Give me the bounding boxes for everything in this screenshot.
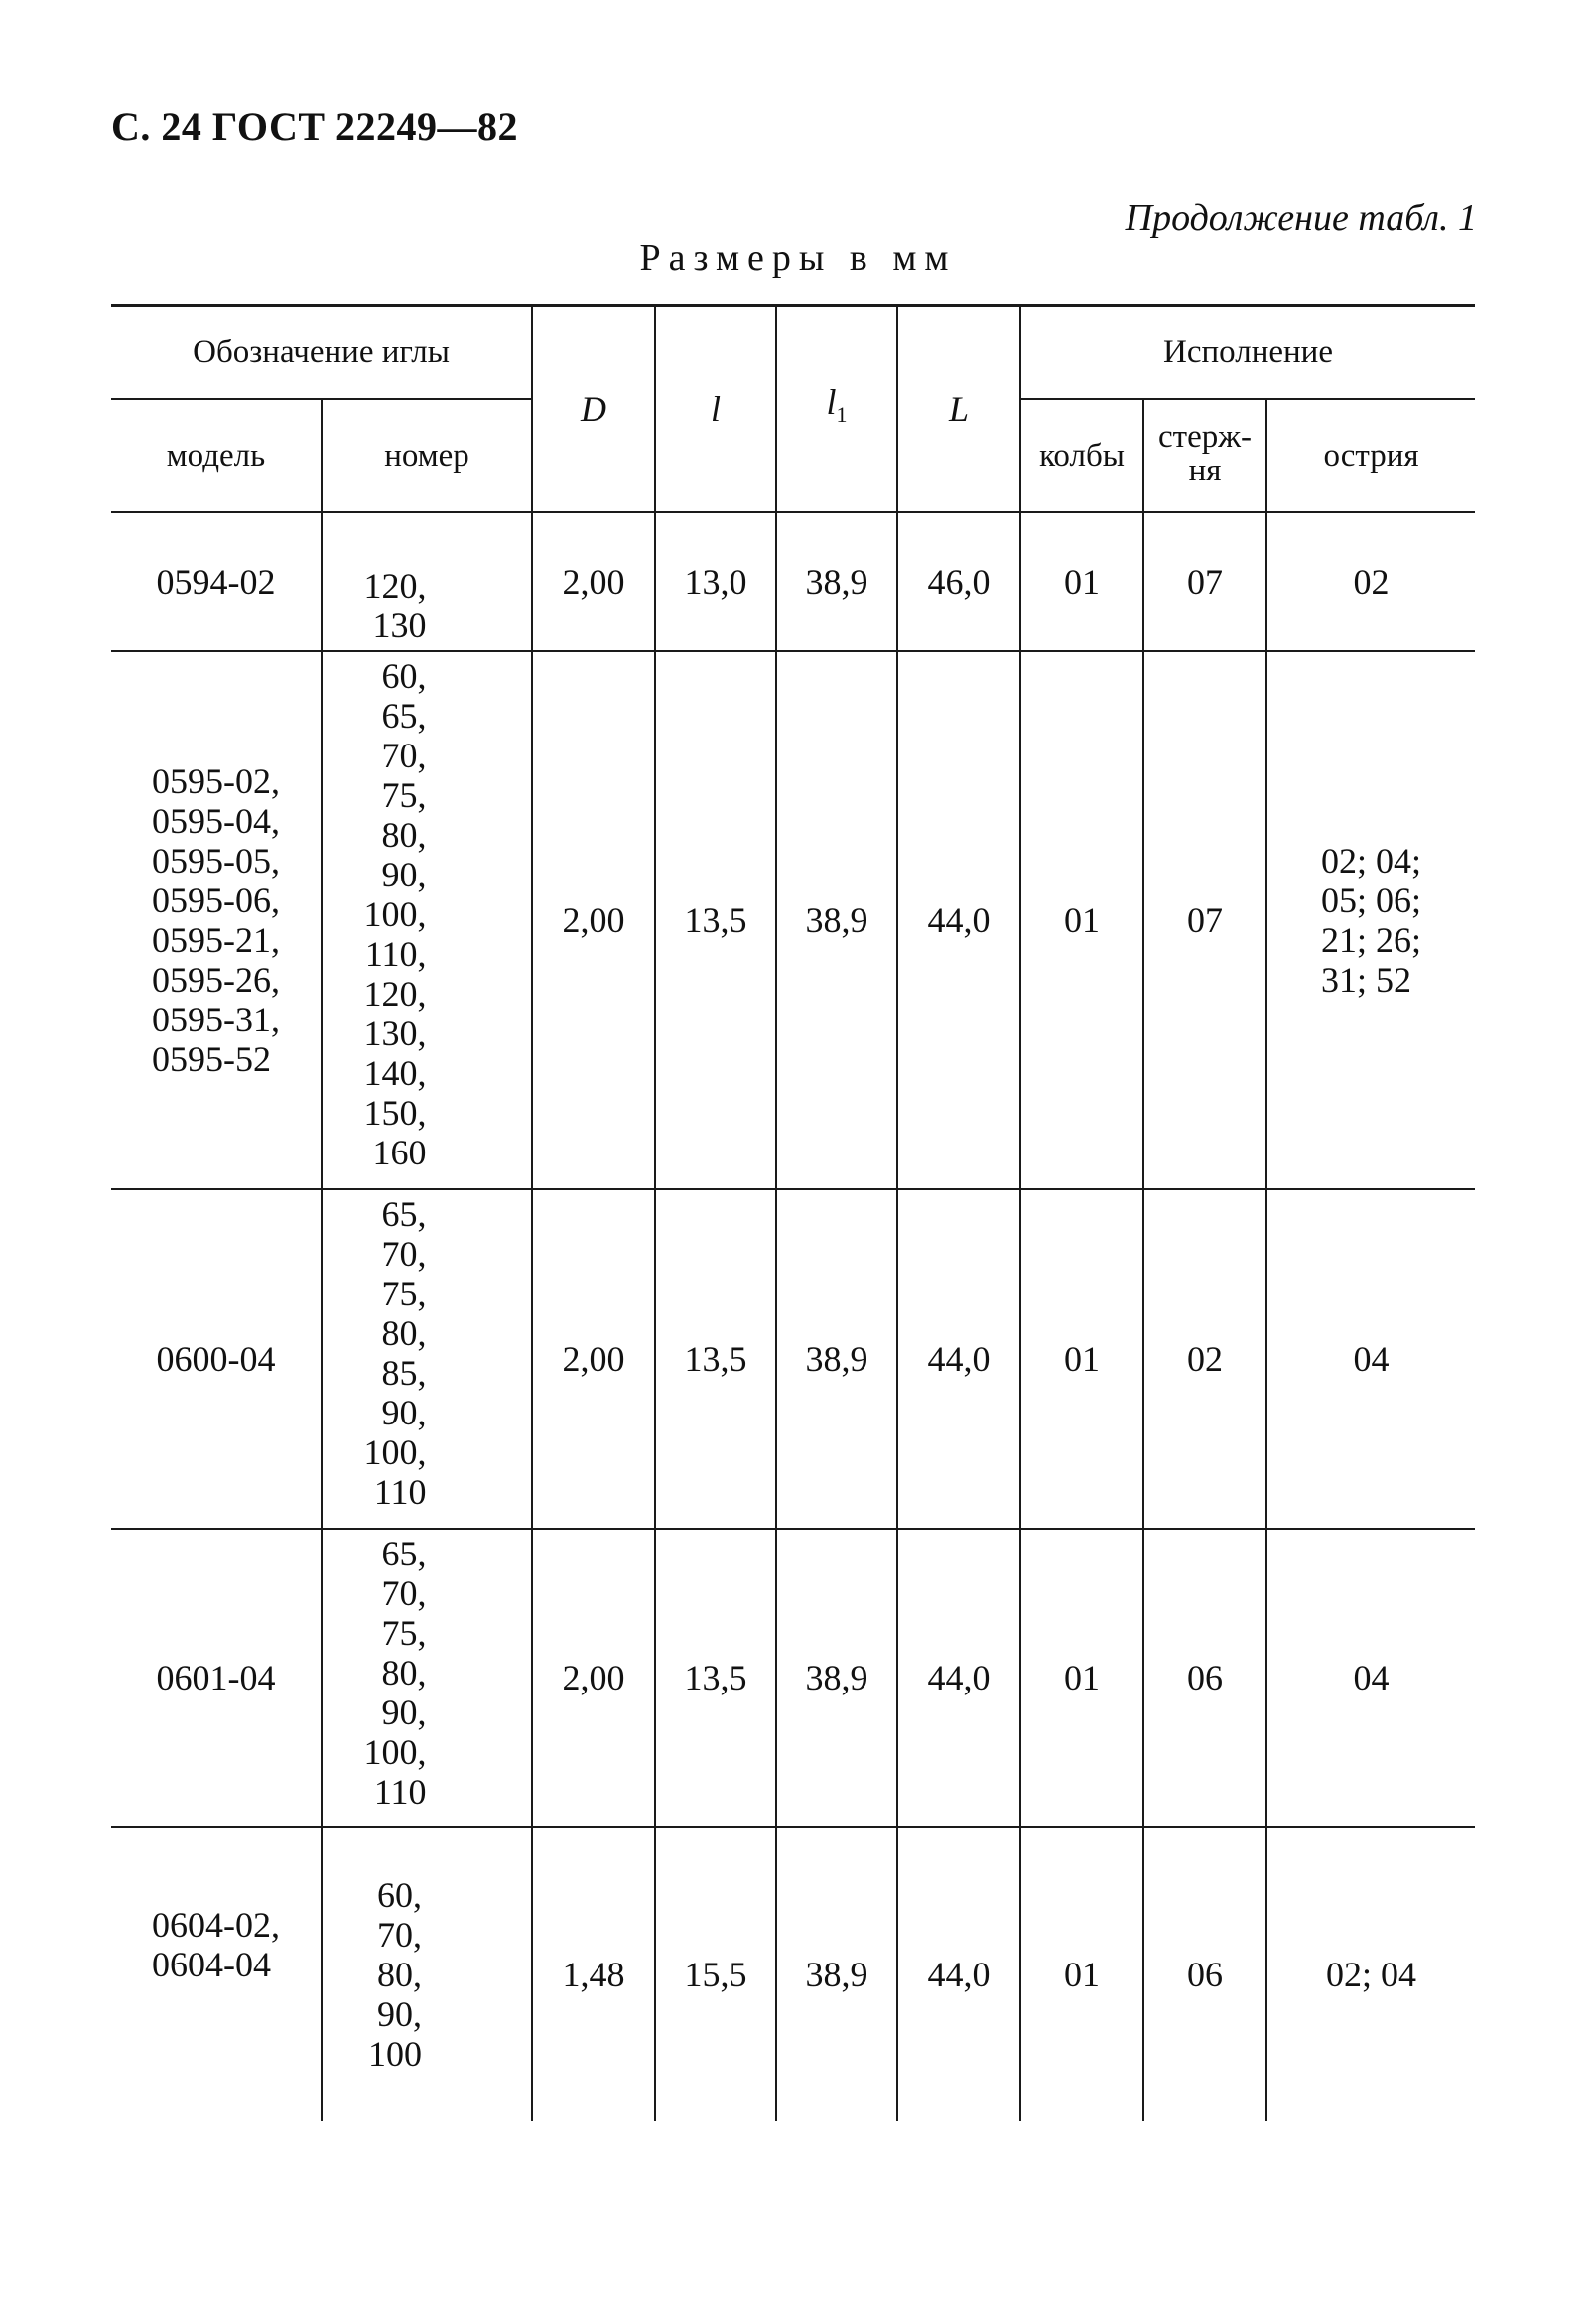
cell-l1-value: 38,9: [805, 561, 868, 602]
cell-model-line: 0600-04: [156, 1338, 276, 1379]
cell-D: [532, 1189, 655, 1529]
cell-l1: [776, 512, 897, 651]
header-model: модель: [111, 399, 322, 512]
cell-model-line: 0595-26,: [152, 959, 280, 1000]
cell-number-line: 100,: [363, 1732, 427, 1772]
cell-number-line: 110,: [364, 934, 427, 974]
cell-model-line: 0595-05,: [152, 840, 280, 881]
cell-number-line: 65,: [381, 696, 427, 736]
cell-l1: [776, 1529, 897, 1827]
cell-L-value: 46,0: [927, 561, 991, 602]
header-number: номер: [322, 399, 532, 512]
cell-number-line: 90,: [377, 1993, 422, 2034]
header-shank-line1: стерж-: [1158, 419, 1253, 455]
page-reference: С. 24 ГОСТ 22249—82: [111, 104, 519, 149]
cell-shank: [1143, 1827, 1266, 2121]
cell-bulb-value: 01: [1064, 561, 1101, 602]
cell-number-line: 65,: [381, 1534, 427, 1573]
header-shank-line2: ня: [1188, 453, 1222, 488]
cell-model: [111, 1189, 322, 1529]
cell-L: [897, 1189, 1020, 1529]
cell-number-line: 80,: [377, 1954, 422, 1994]
cell-number-line: 160: [372, 1133, 427, 1172]
cell-shank: [1143, 1189, 1266, 1529]
cell-point-line: 02; 04;: [1321, 840, 1422, 881]
cell-l1: [776, 1827, 897, 2121]
cell-l1-value: 38,9: [805, 1954, 868, 1994]
cell-D: [532, 512, 655, 651]
cell-number-line: 70,: [377, 1914, 422, 1955]
cell-L-value: 44,0: [927, 1954, 991, 1994]
cell-bulb-value: 01: [1064, 899, 1101, 940]
cell-l: [655, 1529, 776, 1827]
table-row: [111, 1529, 1475, 1827]
cell-number-line: 130,: [363, 1014, 427, 1053]
cell-model-line: 0595-21,: [152, 919, 280, 960]
cell-bulb: [1020, 512, 1143, 651]
cell-number: [322, 651, 532, 1189]
cell-number-line: 100,: [363, 1432, 427, 1472]
cell-number-line: 70,: [381, 1573, 427, 1613]
cell-l1: [776, 651, 897, 1189]
cell-number-line: 70,: [381, 1234, 427, 1274]
cell-model-line: 0601-04: [156, 1657, 276, 1697]
cell-number-line: 90,: [381, 1693, 427, 1732]
cell-number: [322, 1189, 532, 1529]
cell-shank-value: 07: [1187, 561, 1224, 602]
cell-point-line: 05; 06;: [1321, 880, 1422, 920]
cell-shank-value: 06: [1187, 1657, 1224, 1697]
cell-l1-value: 38,9: [805, 899, 868, 940]
cell-number-line: 75,: [381, 1274, 427, 1313]
cell-L-value: 44,0: [927, 1657, 991, 1697]
cell-model-line: 0595-31,: [152, 999, 280, 1039]
cell-bulb: [1020, 1827, 1143, 2121]
cell-L-value: 44,0: [927, 899, 991, 940]
header-needle-designation: Обозначение иглы: [111, 306, 532, 400]
table-row: [111, 651, 1475, 1189]
cell-D-value: 2,00: [562, 899, 625, 940]
cell-number-line: 90,: [381, 855, 427, 894]
cell-point-line: 21; 26;: [1321, 919, 1422, 960]
cell-model-line: 0604-04: [152, 1944, 271, 1984]
header-l1: [776, 306, 897, 513]
cell-model: [111, 1827, 322, 2121]
cell-D-value: 1,48: [562, 1954, 625, 1994]
cell-model-line: 0595-02,: [152, 760, 280, 801]
cell-D: [532, 1827, 655, 2121]
header-l: l: [655, 306, 776, 513]
table-row: [111, 1189, 1475, 1529]
cell-D: [532, 651, 655, 1189]
cell-number-line: 80,: [381, 1653, 427, 1693]
cell-L: [897, 1827, 1020, 2121]
cell-number-line: 70,: [381, 736, 427, 775]
cell-point-line: 02; 04: [1326, 1954, 1417, 1994]
cell-bulb-value: 01: [1064, 1657, 1101, 1697]
cell-l: [655, 1827, 776, 2121]
cell-l-value: 15,5: [684, 1954, 747, 1994]
cell-L: [897, 512, 1020, 651]
cell-point: [1266, 512, 1475, 651]
cell-bulb: [1020, 1529, 1143, 1827]
cell-number-line: 150,: [363, 1093, 427, 1133]
cell-l: [655, 1189, 776, 1529]
header-bulb: колбы: [1020, 399, 1143, 512]
cell-D-value: 2,00: [562, 1657, 625, 1697]
cell-number-line: 100,: [363, 894, 427, 934]
cell-point-line: 31; 52: [1321, 959, 1412, 1000]
cell-l-value: 13,5: [684, 1657, 747, 1697]
cell-number: [322, 1529, 532, 1827]
cell-shank-value: 07: [1187, 899, 1224, 940]
cell-point: [1266, 1189, 1475, 1529]
cell-point-line: 02: [1353, 561, 1390, 602]
cell-number-line: 75,: [381, 1613, 427, 1653]
cell-model-line: 0604-02,: [152, 1904, 280, 1945]
cell-model: [111, 512, 322, 651]
cell-model-line: 0594-02: [156, 561, 276, 602]
cell-bulb: [1020, 651, 1143, 1189]
table-row: [111, 512, 1475, 651]
cell-number-line: 90,: [381, 1393, 427, 1432]
cell-model: [111, 651, 322, 1189]
cell-number-line: 110: [373, 1472, 427, 1512]
cell-number: [322, 512, 532, 651]
cell-shank: [1143, 512, 1266, 651]
cell-number-line: 80,: [381, 815, 427, 855]
cell-point-line: 04: [1353, 1338, 1390, 1379]
cell-bulb-value: 01: [1064, 1338, 1101, 1379]
cell-number-line: 120,: [363, 566, 427, 606]
cell-number-line: 100: [368, 2033, 422, 2074]
header-shank: [1143, 399, 1266, 512]
cell-point: [1266, 651, 1475, 1189]
units-caption: Размеры в мм: [639, 237, 957, 279]
cell-shank-value: 06: [1187, 1954, 1224, 1994]
cell-L-value: 44,0: [927, 1338, 991, 1379]
cell-number-line: 110: [373, 1772, 427, 1812]
cell-l1-value: 38,9: [805, 1657, 868, 1697]
cell-point: [1266, 1529, 1475, 1827]
cell-D-value: 2,00: [562, 1338, 625, 1379]
cell-number-line: 140,: [363, 1053, 427, 1093]
cell-model-line: 0595-52: [152, 1038, 271, 1079]
cell-l1: [776, 1189, 897, 1529]
cell-l: [655, 512, 776, 651]
cell-l-value: 13,0: [684, 561, 747, 602]
cell-L: [897, 651, 1020, 1189]
cell-point-line: 04: [1353, 1657, 1390, 1697]
cell-L: [897, 1529, 1020, 1827]
header-l1-symbol: l: [826, 382, 837, 423]
cell-D: [532, 1529, 655, 1827]
header-l1-subscript: 1: [836, 402, 848, 428]
cell-number: [322, 1827, 532, 2121]
cell-model-line: 0595-04,: [152, 800, 280, 841]
cell-point: [1266, 1827, 1475, 2121]
cell-number-line: 85,: [381, 1353, 427, 1393]
cell-D-value: 2,00: [562, 561, 625, 602]
cell-number-line: 65,: [381, 1194, 427, 1234]
cell-number-line: 60,: [377, 1874, 422, 1915]
table-continuation-label: Продолжение табл. 1: [1125, 198, 1477, 239]
cell-number-line: 130: [372, 606, 427, 645]
cell-bulb: [1020, 1189, 1143, 1529]
cell-model-line: 0595-06,: [152, 880, 280, 920]
header-point: острия: [1266, 399, 1475, 512]
cell-bulb-value: 01: [1064, 1954, 1101, 1994]
header-D: D: [532, 306, 655, 513]
cell-l-value: 13,5: [684, 1338, 747, 1379]
cell-l1-value: 38,9: [805, 1338, 868, 1379]
cell-l-value: 13,5: [684, 899, 747, 940]
cell-l: [655, 651, 776, 1189]
cell-number-line: 80,: [381, 1313, 427, 1353]
cell-number-line: 120,: [363, 974, 427, 1014]
cell-number-line: 60,: [381, 656, 427, 696]
cell-shank: [1143, 1529, 1266, 1827]
cell-shank: [1143, 651, 1266, 1189]
cell-number-line: 75,: [381, 775, 427, 815]
cell-model: [111, 1529, 322, 1827]
header-execution: Исполнение: [1020, 306, 1475, 400]
needle-dimensions-table: [111, 304, 1475, 2121]
cell-shank-value: 02: [1187, 1338, 1224, 1379]
header-L: L: [897, 306, 1020, 513]
table-row: [111, 1827, 1475, 2121]
